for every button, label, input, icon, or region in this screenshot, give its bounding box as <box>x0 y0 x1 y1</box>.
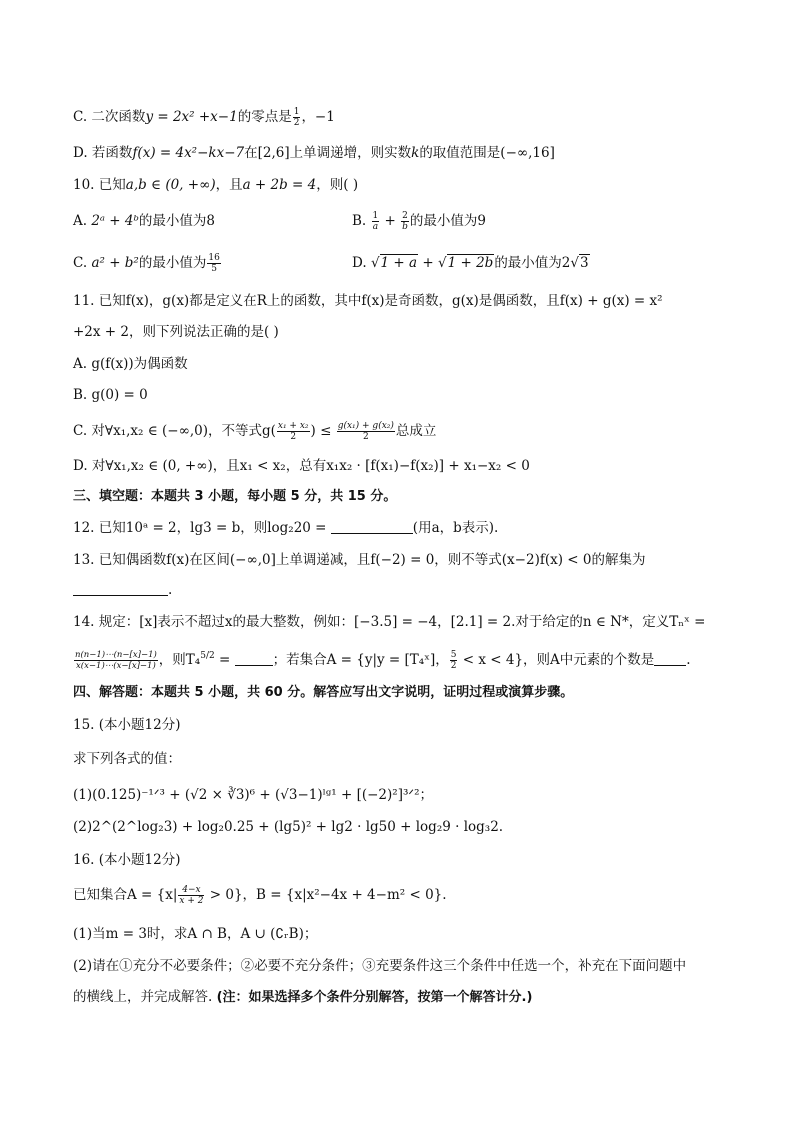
fraction-16-over-5: $\frac{16}{5}$ <box>208 253 220 274</box>
question-10-option-d: D. √1 + a + √1 + 2b的最小值为2√3 <box>352 255 589 271</box>
question-11-option-b: B. g(0) = 0 <box>73 387 148 403</box>
question-11-option-c: C. 对∀x₁,x₂ ∈ (−∞,0)，不等式g( $\frac{\text{x₁ + x₂}}{2}$ ) ≤ $\frac{\text{g(x₁) + g(x₂)}}{2}$ 总成立 <box>73 421 437 442</box>
question-10-option-c: C. a² + b²的最小值为 $\frac{16}{5}$ <box>73 253 220 274</box>
answer-blank[interactable] <box>73 581 168 596</box>
answer-blank[interactable] <box>331 519 413 534</box>
question-11-line-2: +2x + 2，则下列说法正确的是( ) <box>73 324 279 340</box>
question-11-line-1: 11. 已知f(x)，g(x)都是定义在R上的函数，其中f(x)是奇函数，g(x)是偶函数，且f(x) + g(x) = x² <box>73 293 663 309</box>
question-13: 13. 已知偶函数f(x)在区间(−∞,0]上单调递减，且f(−2) = 0，则不等式(x−2)f(x) < 0的解集为 <box>73 552 646 568</box>
question-15-part-2: (2)2^(2^log₂3) + log₂0.25 + (lg5)² + lg2 · lg50 + log₂9 · log₃2. <box>73 819 504 835</box>
question-15-instruction: 求下列各式的值： <box>73 751 181 767</box>
question-10-option-a: A. 2ᵃ + 4ᵇ的最小值为8 <box>73 213 215 229</box>
question-15-header: 15. (本小题12分) <box>73 717 181 733</box>
question-13-blank-line: . <box>73 580 172 600</box>
question-11-option-d: D. 对∀x₁,x₂ ∈ (0, +∞)，且x₁ < x₂，总有x₁x₂ · [f(x₁)−f(x₂)] + x₁−x₂ < 0 <box>73 458 530 474</box>
question-16-header: 16. (本小题12分) <box>73 852 181 868</box>
question-16-sets: 已知集合A = {x| $\frac{4-x}{x + 2}$ > 0}，B = {x|x²−4x + 4−m² < 0}. <box>73 885 447 906</box>
fraction-definition: $\frac{n(n-1)\cdots(n-[x]-1)}{x(x-1)\cdots(x-[x]-1)}$ <box>75 650 157 671</box>
question-11-option-a: A. g(f(x))为偶函数 <box>73 356 188 372</box>
fraction-1-over-a: $\frac{1}{a}$ <box>372 211 379 232</box>
question-15-part-1: (1)(0.125)⁻¹ᐟ³ + (√2 × ∛3)⁶ + (√3−1)ˡᵍ¹ + [(−2)²]³ᐟ²； <box>73 787 434 803</box>
question-14-line-2: $\frac{n(n-1)\cdots(n-[x]-1)}{x(x-1)\cdots(x-[x]-1)}$ ，则T₄$^{5/2}$ = ；若集合A = {y|y = [T₄ˣ]， $\frac{5}{2}$ < x < 4}，则A中元素的个数是 . <box>75 650 691 671</box>
fraction-one-half: $\frac{1}{2}$ <box>293 107 300 128</box>
option-c-quadratic: C. 二次函数y = 2x² +x−1的零点是 $\frac{1}{2}$ ，−1 <box>73 107 335 128</box>
answer-blank[interactable] <box>235 651 273 666</box>
fraction-average-g: $\frac{\text{g(x₁) + g(x₂)}}{2}$ <box>337 421 394 442</box>
question-12: 12. 已知10ᵃ = 2，lg3 = b，则log₂20 = (用a，b表示). <box>73 520 499 536</box>
question-16-part-1: (1)当m = 3时，求A ∩ B，A ∪ (∁ᵣB)； <box>73 926 318 942</box>
question-10: 10. 已知a,b ∈ (0, +∞)，且a + 2b = 4，则( ) <box>73 177 359 193</box>
question-10-option-b: B. $\frac{1}{a}$ + $\frac{2}{b}$ 的最小值为9 <box>352 211 487 232</box>
section-4-heading: 四、解答题：本题共 5 小题，共 60 分。解答应写出文字说明，证明过程或演算步骤。 <box>73 685 574 700</box>
answer-blank[interactable] <box>654 651 686 666</box>
question-16-part-2-line-1: (2)请在①充分不必要条件；②必要不充分条件；③充要条件这三个条件中任选一个，补充在下面问题中 <box>73 958 687 974</box>
fraction-2-over-b: $\frac{2}{b}$ <box>402 211 408 232</box>
section-3-heading: 三、填空题：本题共 3 小题，每小题 5 分，共 15 分。 <box>73 489 397 504</box>
fraction-5-over-2: $\frac{5}{2}$ <box>450 650 457 671</box>
question-16-part-2-line-2: 的横线上，并完成解答. (注：如果选择多个条件分别解答，按第一个解答计分.) <box>73 989 533 1005</box>
fraction-midpoint: $\frac{\text{x₁ + x₂}}{2}$ <box>277 421 309 442</box>
fraction-4-minus-x: $\frac{4-x}{x + 2}$ <box>179 885 204 906</box>
question-14-line-1: 14. 规定：[x]表示不超过x的最大整数，例如：[−3.5] = −4，[2.1] = 2.对于给定的n ∈ N*，定义Tₙˣ = <box>73 614 706 630</box>
option-d-monotone: D. 若函数f(x) = 4x²−kx−7在[2,6]上单调递增，则实数k的取值范围是(−∞,16] <box>73 145 555 161</box>
